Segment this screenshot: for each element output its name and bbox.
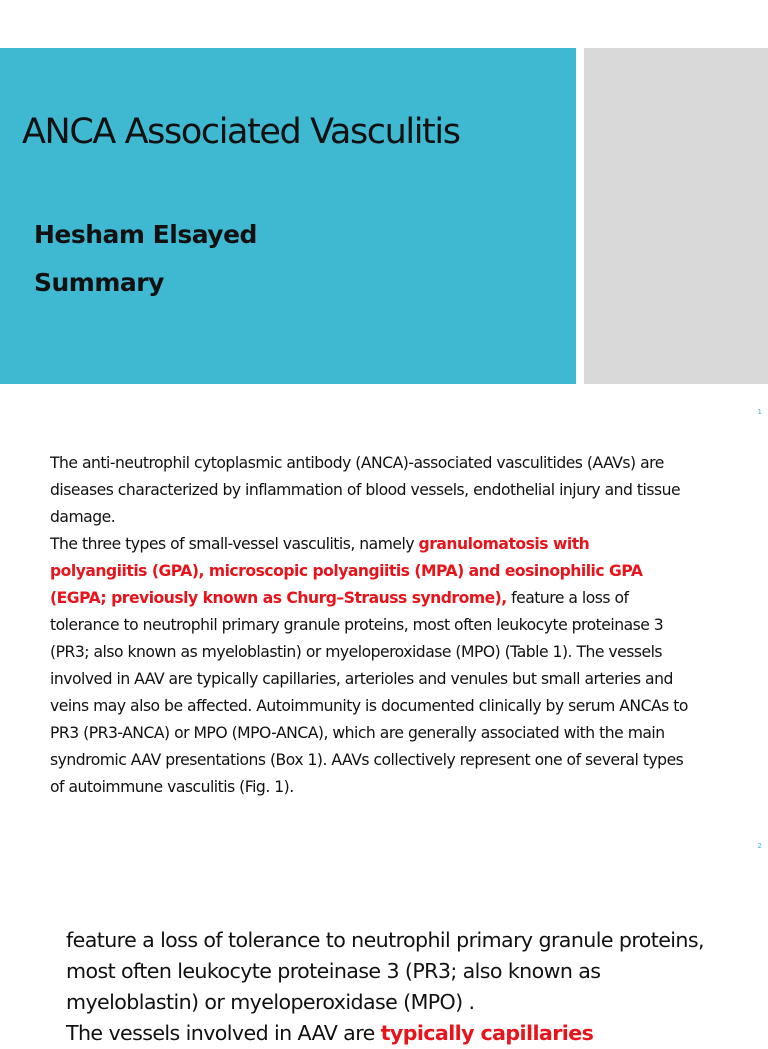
paragraph-text: feature a loss of tolerance to neutrophil primary granule proteins, most often leukocyte proteinase 3 (PR3; also known as myeloblastin) or myeloperoxidase (MPO) (Table 1). The vessels involved in AAV are typically capillaries, arterioles and venules but small arteries and veins may also be affected. Autoimmunity is documented clinically by serum ANCAs to PR3 (PR3-ANCA) or MPO (MPO-ANCA), which are generally associated with the main syndromic AAV presentations (Box 1). AAVs collectively represent one of several types of autoimmune vasculitis (Fig. 1). (50, 589, 688, 796)
paragraph-text: The three types of small-vessel vasculitis, namely (50, 535, 419, 553)
paragraph-text: The anti-neutrophil cytoplasmic antibody (ANCA)-associated vasculitides (AAVs) are diseases characterized by inflammation of blood vessels, endothelial injury and tissue damage. (50, 454, 681, 526)
slide-body-text (66, 925, 726, 1049)
highlighted-text: granulomatosis with polyangiitis (GPA), microscopic polyangiitis (MPA) and eosinophilic GPA (EGPA; previously known as Churg–Strauss syndrome), (50, 535, 643, 607)
paragraph-text: feature a loss of tolerance to neutrophil primary granule proteins, most often leukocyte proteinase 3 (PR3; also known as myeloblastin) or myeloperoxidase (MPO) . (66, 928, 704, 1014)
slide-body-text (50, 450, 690, 801)
slide-title: ANCA Associated Vasculitis (22, 112, 460, 152)
paragraph-text: The vessels involved in AAV are (66, 1021, 381, 1045)
title-slide (0, 48, 768, 384)
slide-number: 1 (757, 408, 762, 416)
slide-subtitle: Summary (34, 268, 164, 297)
title-panel (0, 48, 576, 384)
side-panel (584, 48, 768, 384)
highlighted-text: typically capillaries (380, 1021, 594, 1045)
slide-number: 2 (757, 842, 762, 850)
author-name: Hesham Elsayed (34, 220, 257, 249)
